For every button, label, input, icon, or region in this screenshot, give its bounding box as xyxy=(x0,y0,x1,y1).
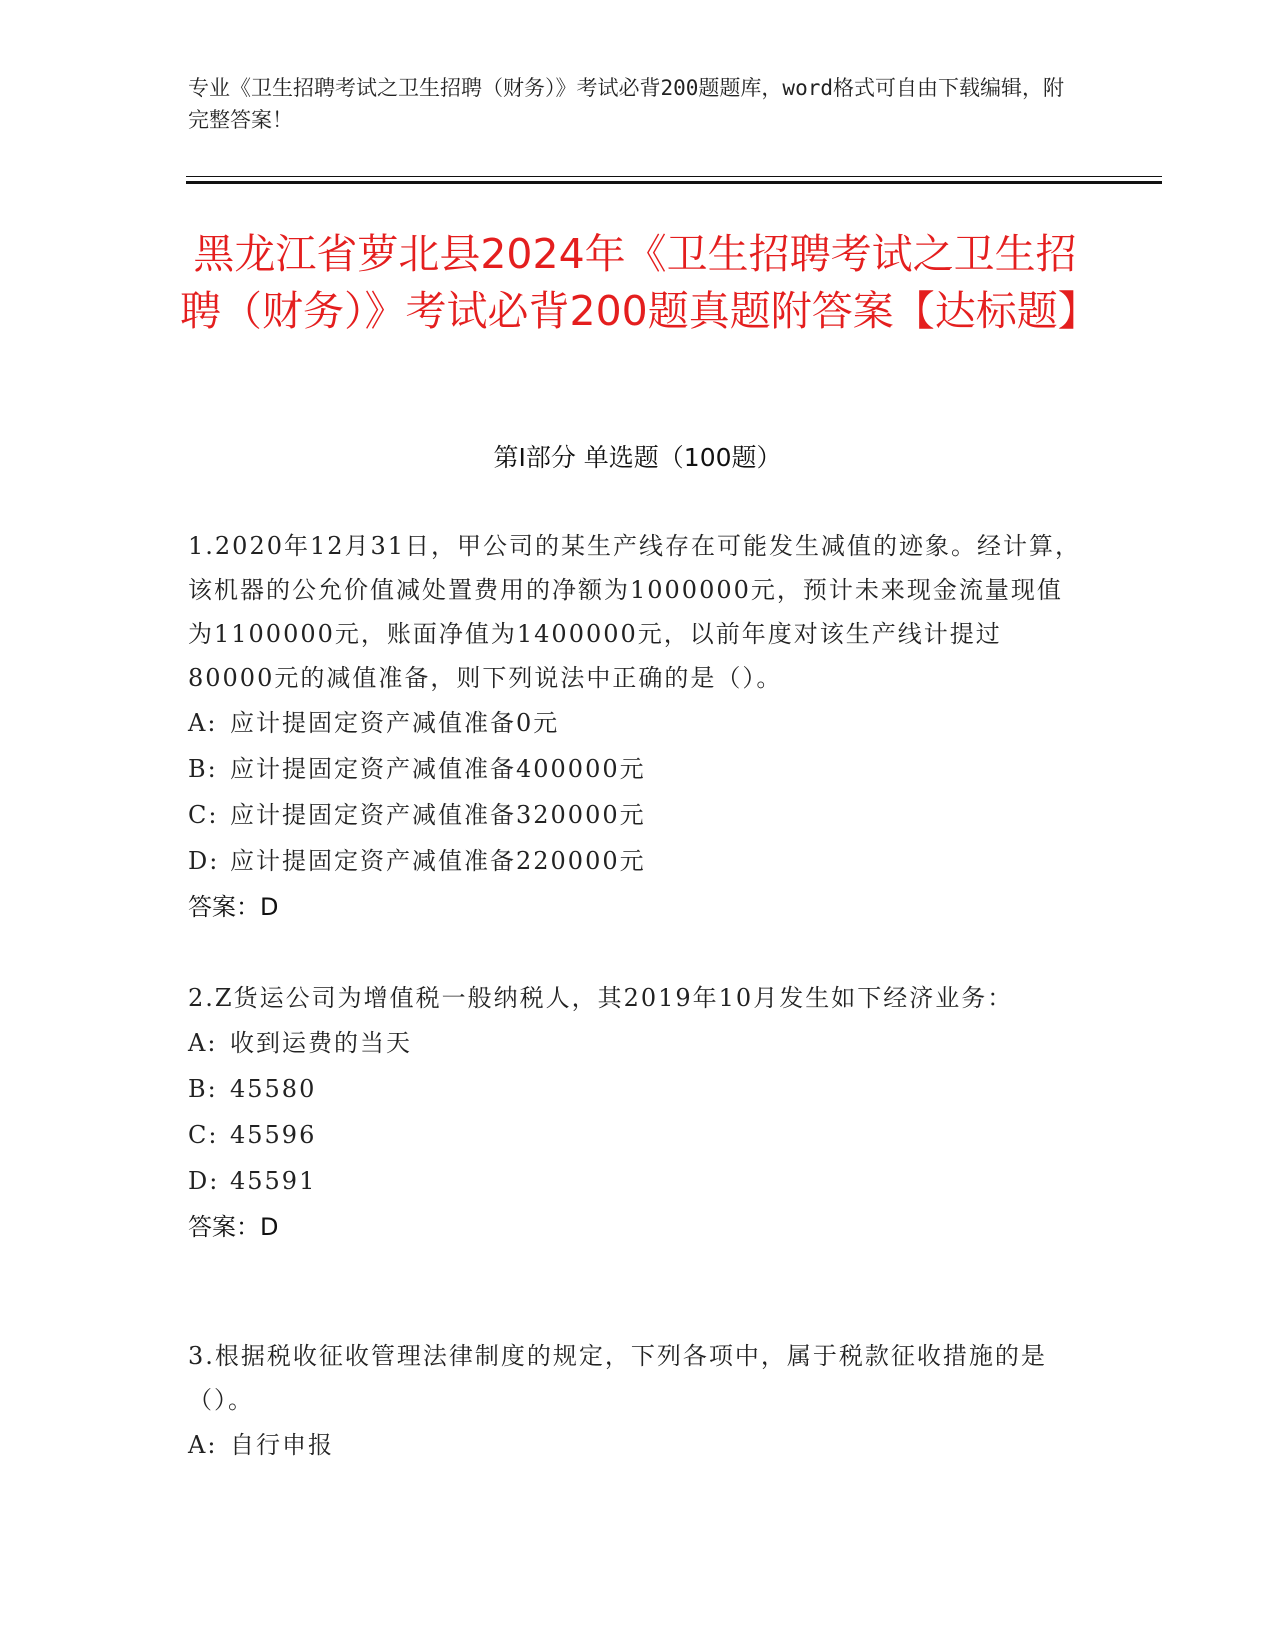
option-text: 应计提固定资产减值准备400000元 xyxy=(230,755,646,783)
option-b xyxy=(188,1066,1088,1112)
option-b xyxy=(188,746,1088,792)
option-c xyxy=(188,792,1088,838)
header-divider-thick xyxy=(186,181,1162,184)
answer: 答案：D xyxy=(188,1213,279,1241)
question-text: 1.2020年12月31日，甲公司的某生产线存在可能发生减值的迹象。经计算，该机器的公允价值减处置费用的净额为1000000元，预计未来现金流量现值为1100000元，账面净值为1400000元，以前年度对该生产线计提过80000元的减值准备，则下列说法中正确的是（）。 xyxy=(188,532,1082,692)
option-d xyxy=(188,1158,1088,1204)
option-text: 45591 xyxy=(230,1167,317,1195)
option-label: A: xyxy=(188,1431,218,1459)
header-note: 专业《卫生招聘考试之卫生招聘（财务）》考试必背200题题库，word格式可自由下载编辑，附完整答案！ xyxy=(188,76,1064,132)
option-label: B: xyxy=(188,755,218,783)
option-d xyxy=(188,838,1088,884)
option-label: D: xyxy=(188,1167,220,1195)
option-label: C: xyxy=(188,1121,219,1149)
option-c xyxy=(188,1112,1088,1158)
question-text: 2.Z货运公司为增值税一般纳税人，其2019年10月发生如下经济业务： xyxy=(188,984,1014,1012)
question-1 xyxy=(188,524,1088,930)
option-text: 45580 xyxy=(230,1075,317,1103)
question-text: 3.根据税收征收管理法律制度的规定，下列各项中，属于税款征收措施的是（）。 xyxy=(188,1342,1047,1414)
option-text: 应计提固定资产减值准备220000元 xyxy=(230,847,646,875)
option-a xyxy=(188,700,1088,746)
option-a xyxy=(188,1020,1088,1066)
option-label: C: xyxy=(188,801,219,829)
option-text: 45596 xyxy=(230,1121,317,1149)
option-label: B: xyxy=(188,1075,218,1103)
option-text: 应计提固定资产减值准备320000元 xyxy=(230,801,646,829)
section-title: 第Ⅰ部分 单选题（100题） xyxy=(493,443,782,472)
option-text: 收到运费的当天 xyxy=(230,1029,412,1057)
option-label: A: xyxy=(188,1029,218,1057)
document-title: 黑龙江省萝北县2024年《卫生招聘考试之卫生招聘（财务）》考试必背200题真题附答案【达标题】 xyxy=(180,230,1099,335)
option-a xyxy=(188,1422,1088,1468)
option-text: 自行申报 xyxy=(230,1431,334,1459)
header-divider-thin xyxy=(186,176,1162,177)
answer: 答案：D xyxy=(188,893,279,921)
option-text: 应计提固定资产减值准备0元 xyxy=(230,709,560,737)
option-label: D: xyxy=(188,847,220,875)
option-label: A: xyxy=(188,709,218,737)
question-2 xyxy=(188,976,1088,1250)
question-3 xyxy=(188,1334,1088,1468)
